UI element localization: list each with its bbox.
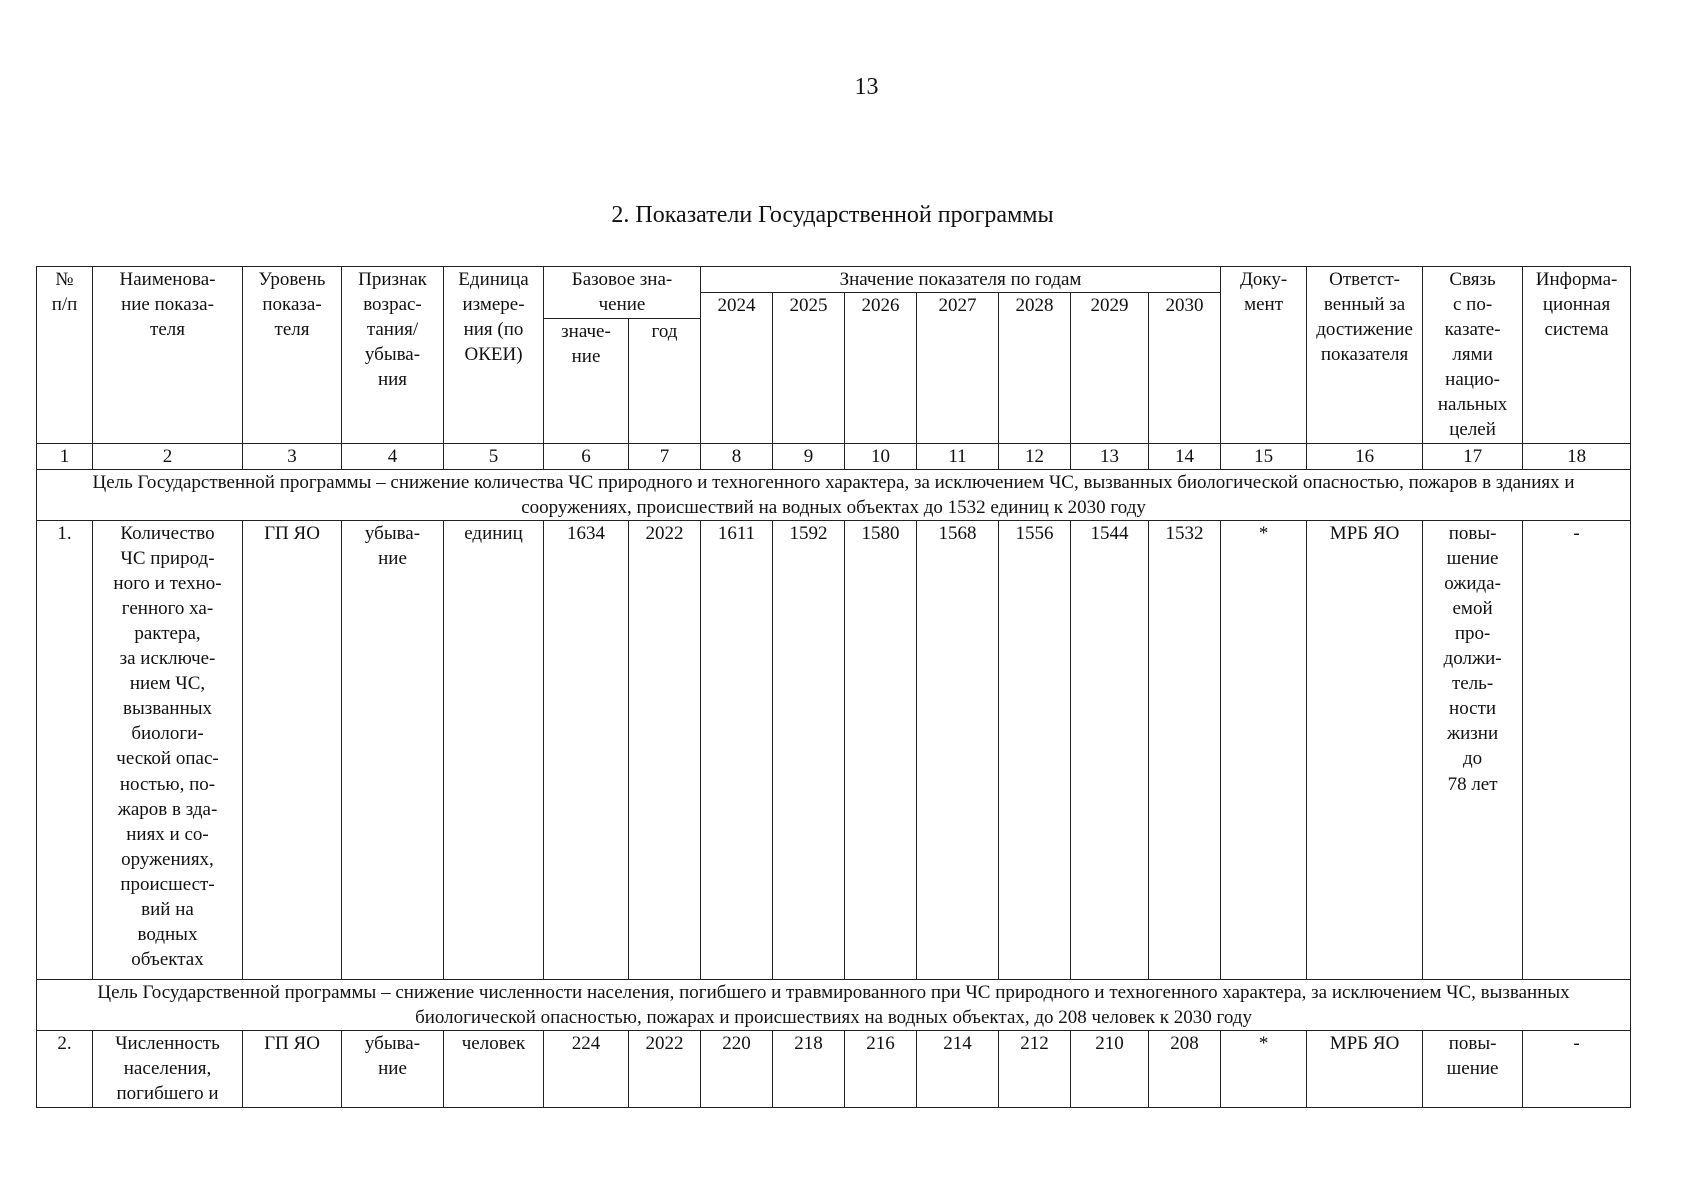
document-cell: * <box>1221 520 1307 979</box>
header-base-year: год <box>629 318 701 443</box>
year-value: 216 <box>845 1030 917 1107</box>
goal-row <box>37 469 1631 520</box>
year-value: 220 <box>701 1030 773 1107</box>
indicator-unit: человек <box>444 1030 544 1107</box>
header-row <box>37 267 1631 293</box>
base-value: 224 <box>544 1030 629 1107</box>
table-row <box>37 1030 1631 1107</box>
header-base: Базовое зна- чение <box>544 267 701 319</box>
column-number: 11 <box>917 443 999 469</box>
column-number: 10 <box>845 443 917 469</box>
column-number: 13 <box>1071 443 1149 469</box>
column-number: 12 <box>999 443 1071 469</box>
header-responsible: Ответст- венный за достижение показателя <box>1307 267 1423 444</box>
year-value: 210 <box>1071 1030 1149 1107</box>
header-document: Доку- мент <box>1221 267 1307 444</box>
page-number: 13 <box>854 74 879 100</box>
year-value: 1532 <box>1149 520 1221 979</box>
column-number: 2 <box>93 443 243 469</box>
national-goal-link: повы- шение <box>1423 1030 1523 1107</box>
base-year: 2022 <box>629 1030 701 1107</box>
row-number: 1. <box>37 520 93 979</box>
goal-text: Цель Государственной программы – снижение количества ЧС природного и техногенного характера, за исключением ЧС, вызванных биологической опасностью, пожаров в зданиях и сооружениях, происшествий на водных объектах до 1532 единиц к 2030 году <box>37 469 1631 520</box>
header-num: № п/п <box>37 267 93 444</box>
header-year: 2024 <box>701 293 773 443</box>
national-goal-link: повы- шение ожида- емой про- должи- тель- ности жизни до 78 лет <box>1423 520 1523 979</box>
column-number: 1 <box>37 443 93 469</box>
row-number: 2. <box>37 1030 93 1107</box>
column-number: 8 <box>701 443 773 469</box>
year-value: 1544 <box>1071 520 1149 979</box>
indicator-level: ГП ЯО <box>243 520 342 979</box>
year-value: 1568 <box>917 520 999 979</box>
document-title: 2. Показатели Государственной программы <box>611 202 1054 228</box>
info-system-cell: - <box>1523 520 1631 979</box>
header-info-system: Информа- ционная система <box>1523 267 1631 444</box>
year-value: 208 <box>1149 1030 1221 1107</box>
header-year: 2028 <box>999 293 1071 443</box>
header-by-years: Значение показателя по годам <box>701 267 1221 293</box>
year-value: 1556 <box>999 520 1071 979</box>
goal-text: Цель Государственной программы – снижение численности населения, погибшего и травмированного при ЧС природного и техногенного характера, за исключением ЧС, вызванных биологической опасностью, пожарах и происшествиях на водных объектах, до 208 человек к 2030 году <box>37 979 1631 1030</box>
year-value: 1611 <box>701 520 773 979</box>
info-system-cell: - <box>1523 1030 1631 1107</box>
year-value: 1580 <box>845 520 917 979</box>
goal-row <box>37 979 1631 1030</box>
header-year: 2025 <box>773 293 845 443</box>
column-number: 5 <box>444 443 544 469</box>
column-numbers-row <box>37 443 1631 469</box>
base-year: 2022 <box>629 520 701 979</box>
column-number: 15 <box>1221 443 1307 469</box>
year-value: 212 <box>999 1030 1071 1107</box>
header-base-value: значе- ние <box>544 318 629 443</box>
column-number: 14 <box>1149 443 1221 469</box>
indicator-unit: единиц <box>444 520 544 979</box>
column-number: 16 <box>1307 443 1423 469</box>
column-number: 7 <box>629 443 701 469</box>
year-value: 214 <box>917 1030 999 1107</box>
indicator-name: Количество ЧС природ- ного и техно- генного ха- рактера, за исключе- нием ЧС, вызванных биологи- ческой опас- ностью, по- жаров в зда- ниях и со- оружениях, происшест- вий на водных объектах <box>93 520 243 979</box>
column-number: 18 <box>1523 443 1631 469</box>
indicator-sign: убыва- ние <box>342 1030 444 1107</box>
document-cell: * <box>1221 1030 1307 1107</box>
header-sign: Признак возрас- тания/ убыва- ния <box>342 267 444 444</box>
year-value: 218 <box>773 1030 845 1107</box>
header-link: Связь с по- казате- лями нацио- нальных целей <box>1423 267 1523 444</box>
base-value: 1634 <box>544 520 629 979</box>
indicator-sign: убыва- ние <box>342 520 444 979</box>
column-number: 9 <box>773 443 845 469</box>
indicator-name: Численность населения, погибшего и <box>93 1030 243 1107</box>
header-year: 2027 <box>917 293 999 443</box>
column-number: 17 <box>1423 443 1523 469</box>
header-level: Уровень показа- теля <box>243 267 342 444</box>
header-unit: Единица измере- ния (по ОКЕИ) <box>444 267 544 444</box>
responsible-cell: МРБ ЯО <box>1307 520 1423 979</box>
responsible-cell: МРБ ЯО <box>1307 1030 1423 1107</box>
header-year: 2030 <box>1149 293 1221 443</box>
year-value: 1592 <box>773 520 845 979</box>
header-year: 2029 <box>1071 293 1149 443</box>
header-year: 2026 <box>845 293 917 443</box>
indicator-level: ГП ЯО <box>243 1030 342 1107</box>
header-name: Наименова- ние показа- теля <box>93 267 243 444</box>
column-number: 4 <box>342 443 444 469</box>
column-number: 3 <box>243 443 342 469</box>
indicators-table <box>36 266 1631 1108</box>
table-row <box>37 520 1631 979</box>
column-number: 6 <box>544 443 629 469</box>
